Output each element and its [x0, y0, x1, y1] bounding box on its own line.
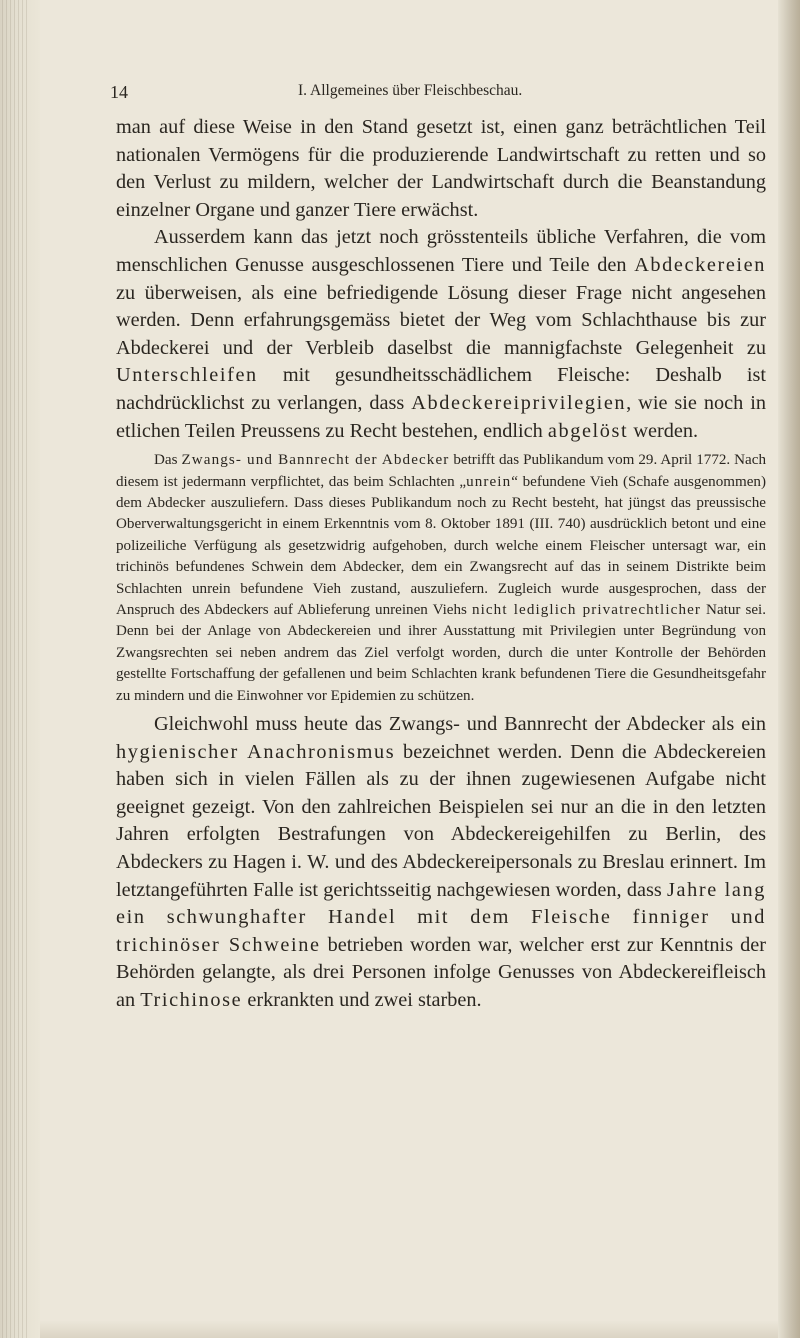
p3-text-g: Natur sei. Denn bei der Anlage von Abdeckereien und ihrer Ausstattung mit Privilegien unter Begründung von Zwangsrechten sei neben andrem das Ziel verfolgt worden, durch die unter Kontrolle der Behörden gestellte Fortschaffung der gefallenen und beim Schlachten krank befundenen Tiere die Gesundheitsgefahr zu mindern und die Einwohner vor Epidemien zu schützen.: [116, 601, 766, 704]
p3-emph-unrein: unrein: [466, 473, 512, 490]
p2-emph-abdeckereien: Abdeckereien: [634, 253, 766, 276]
p4-emph-trichinose: Trichinose: [140, 988, 243, 1011]
page-right-edge: [778, 0, 800, 1338]
paragraph-2: [116, 224, 766, 445]
p3-text-e: “ befundene Vieh (Schafe ausgenommen) dem Abdecker auszuliefern. Dass dieses Publikandum noch zu Recht besteht, hat jüngst das preussische Oberverwaltungsgericht in einem Erkenntnis vom 8. Oktober 1891 (III. 740) ausdrücklich betont und eine polizeiliche Verfügung als gesetzwidrig aufgehoben, durch welche einem Fleischer untersagt war, ein trichinös befundenes Schwein dem Abdecker, dem ein Zwangsrecht auf das in seinem Distrikte beim Schlachten unrein befundene Vieh zustand, auszuliefern. Zugleich wurde ausgesprochen, dass der Anspruch des Abdeckers auf Ablieferung unreinen Viehs: [116, 473, 766, 618]
running-head: I. Allgemeines über Fleischbeschau.: [298, 82, 523, 99]
p4-emph-handel: Jahre lang ein schwunghafter Handel mit dem Fleische finniger und trichinöser Schweine: [116, 878, 766, 956]
paragraph-3-small-print: [116, 450, 766, 707]
p2-text-a: Ausserdem kann das jetzt noch grösstenteils übliche Verfahren, die vom menschlichen Genusse ausgeschlossenen Tiere und Teile den: [116, 226, 766, 276]
paragraph-4: [116, 711, 766, 1015]
p2-text-e: mit gesundheitsschädlichem Fleische: Deshalb ist nachdrücklichst zu verlangen, dass: [116, 364, 766, 414]
page-header: [110, 82, 710, 106]
p4-text-g: erkrankten und zwei starben.: [242, 988, 482, 1011]
p2-emph-privilegien: Abdeckereiprivilegien: [411, 391, 627, 414]
gutter-page-edges: [2, 0, 28, 1338]
book-gutter: [0, 0, 40, 1338]
p4-text-c: bezeichnet werden. Denn die Abdeckereien haben sich in vielen Fällen als zu der ihnen zugewiesenen Aufgabe nicht geeignet gezeigt. Von den zahlreichen Beispielen sei nur an die in den letzten Jahren erfolgten Bestrafungen von Abdeckereigehilfen zu Berlin, des Abdeckers zu Hagen i. W. und des Abdeckereipersonals zu Breslau erinnert. Im letztangeführten Falle ist gerichtsseitig nachgewiesen worden, dass: [116, 740, 766, 901]
body-text: [116, 114, 766, 1015]
paragraph-1: man auf diese Weise in den Stand gesetzt ist, einen ganz beträchtlichen Teil nationalen Vermögens für die produzierende Landwirtschaft zu retten und so den Verlust zu mildern, welcher der Landwirtschaft durch die Beanstandung einzelner Organe und ganzer Tiere erwächst.: [116, 116, 766, 221]
bottom-shadow: [40, 1320, 778, 1338]
p4-text-e: betrieben worden war, welcher erst zur Kenntnis der Behörden gelangte, als drei Personen infolge Genusses von Abdeckereifleisch an: [116, 933, 766, 1011]
p4-text-a: Gleichwohl muss heute das Zwangs- und Bannrecht der Abdecker als ein: [154, 713, 766, 735]
p3-text-c: betrifft das Publikandum vom 29. April 1772. Nach diesem ist jedermann verpflichtet, das beim Schlachten „: [116, 452, 767, 490]
p2-text-c: zu überweisen, als eine befriedigende Lösung dieser Frage nicht angesehen werden. Denn erfahrungsgemäss bietet der Weg vom Schlachthause bis zur Abdeckerei und der Verbleib daselbst die mannigfachste Gelegenheit zu: [116, 281, 766, 359]
p3-text-a: Das: [154, 452, 182, 469]
page-number: 14: [110, 82, 128, 102]
p3-emph-zwangsrecht: Zwangs- und Bannrecht der Abdecker: [181, 452, 450, 469]
book-page: [40, 0, 778, 1338]
p4-emph-anachronismus: hygienischer Anachronismus: [116, 740, 396, 763]
p2-text-i: werden.: [628, 419, 699, 442]
p2-emph-unterschleifen: Unterschleifen: [116, 364, 258, 387]
p2-emph-abgeloest: abgelöst: [547, 419, 629, 442]
p2-text-g: , wie sie noch in etlichen Teilen Preussens zu Recht bestehen, endlich: [116, 391, 766, 442]
p3-emph-privatrechtlich: nicht lediglich privatrechtlicher: [471, 601, 702, 618]
